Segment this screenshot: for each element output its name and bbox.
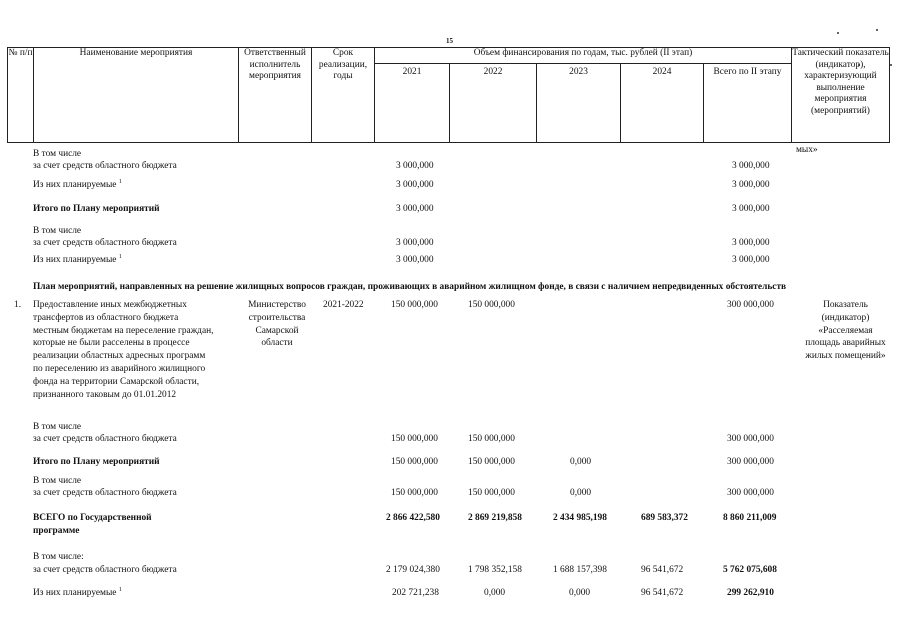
row-label: Из них планируемые $^1$ [33,254,122,265]
cell-total: 5 762 075,608 [723,565,777,575]
header-year-2022: 2022 [450,64,537,143]
cell-2024: 96 541,672 [641,588,684,598]
row-label: за счет средств областного бюджета [33,565,177,575]
cell-2022: 0,000 [484,588,506,598]
cell-2021: 3 000,000 [396,255,434,265]
grand-total: 8 860 211,009 [723,513,777,523]
grand-2024: 689 583,372 [641,513,688,523]
section-title: План мероприятий, направленных на решение жилищных вопросов граждан, проживающих в аварийном жилищном фонде, в связи с наличием непредвиденных обстоятельств [33,282,787,292]
cell-2023: 0,000 [569,588,591,598]
row-label: Итого по Плану мероприятий [33,204,160,214]
header-executor: Ответственный исполнитель мероприятия [239,48,312,143]
cell-2021: 150 000,000 [391,488,438,498]
cell-total: 3 000,000 [732,204,770,214]
row-label: за счет средств областного бюджета [33,238,177,248]
cell-total: 300 000,000 [727,457,774,467]
grand-2021: 2 866 422,580 [386,513,440,523]
grand-2023: 2 434 985,198 [553,513,607,523]
cell-2021: 3 000,000 [396,204,434,214]
cell-2021: 150 000,000 [391,300,438,310]
item-number: 1. [14,300,22,310]
header-term: Срок реализации, годы [312,48,375,143]
cell-total: 3 000,000 [732,238,770,248]
row-label: Итого по Плану мероприятий [33,457,160,467]
row-label: Из них планируемые $^1$ [33,179,122,190]
row-label: В том числе: [33,552,84,562]
cell-2021: 150 000,000 [391,434,438,444]
cell-2023: 1 688 157,398 [553,565,607,575]
row-label: В том числе [33,476,82,486]
cell-2021: 2 179 024,380 [386,565,440,575]
scan-speck [876,29,878,31]
cell-2021: 3 000,000 [396,180,434,190]
cell-2023: 0,000 [570,457,592,467]
cell-2021: 202 721,238 [392,588,439,598]
header-total: Всего по II этапу [704,64,792,143]
cell-total: 300 000,000 [727,300,774,310]
grand-2022: 2 869 219,858 [468,513,522,523]
cell-2022: 1 798 352,158 [468,565,522,575]
cell-2023: 0,000 [570,488,592,498]
header-financing: Объем финансирования по годам, тыс. рублей (II этап) [375,48,792,64]
row-label: Из них планируемые $^1$ [33,587,122,598]
header-year-2024: 2024 [621,64,704,143]
cell-2024: 96 541,672 [641,565,684,575]
row-label: за счет средств областного бюджета [33,161,177,171]
header-name: Наименование мероприятия [34,48,239,143]
scan-speck [837,32,839,34]
page-number: 15 [446,37,453,45]
header-year-2023: 2023 [537,64,621,143]
cell-total: 300 000,000 [727,488,774,498]
cell-total: 300 000,000 [727,434,774,444]
item-executor: Министерство строительства Самарской области [248,300,306,349]
table-header [7,47,890,143]
cell-total: 3 000,000 [732,255,770,265]
row-label: В том числе [33,149,82,159]
cell-2021: 150 000,000 [391,457,438,467]
cell-2022: 150 000,000 [468,300,515,310]
cell-2022: 150 000,000 [468,488,515,498]
cell-2021: 3 000,000 [396,161,434,171]
row-label: за счет средств областного бюджета [33,434,177,444]
row-label: В том числе [33,422,82,432]
item-name: Предоставление иных межбюджетных трансфертов из областного бюджета местным бюджетам на переселение граждан, которые не были расселены в процессе реализации областных адресных программ по переселению из аварийного жилищного фонда на территории Самарской области, признанного таковым до 01.01.2012 [33,300,214,400]
header-num: № п/п [8,48,34,143]
grand-total-label: ВСЕГО по Государственной программе [33,513,152,536]
cell-2022: 150 000,000 [468,457,515,467]
cell-2022: 150 000,000 [468,434,515,444]
cell-total: 3 000,000 [732,161,770,171]
row-label: В том числе [33,226,82,236]
cell-total: 299 262,910 [727,588,774,598]
header-indicator: Тактический показатель (индикатор), характеризующий выполнение мероприятия (мероприятий) [792,48,890,143]
item-indicator: Показатель (индикатор) «Расселяемая площадь аварийных жилых помещений» [805,300,886,362]
cell-total: 3 000,000 [732,180,770,190]
item-term: 2021-2022 [323,300,364,310]
overflow-text: мых» [796,145,818,155]
row-label: за счет средств областного бюджета [33,488,177,498]
scan-speck [890,64,892,66]
cell-2021: 3 000,000 [396,238,434,248]
header-year-2021: 2021 [375,64,450,143]
